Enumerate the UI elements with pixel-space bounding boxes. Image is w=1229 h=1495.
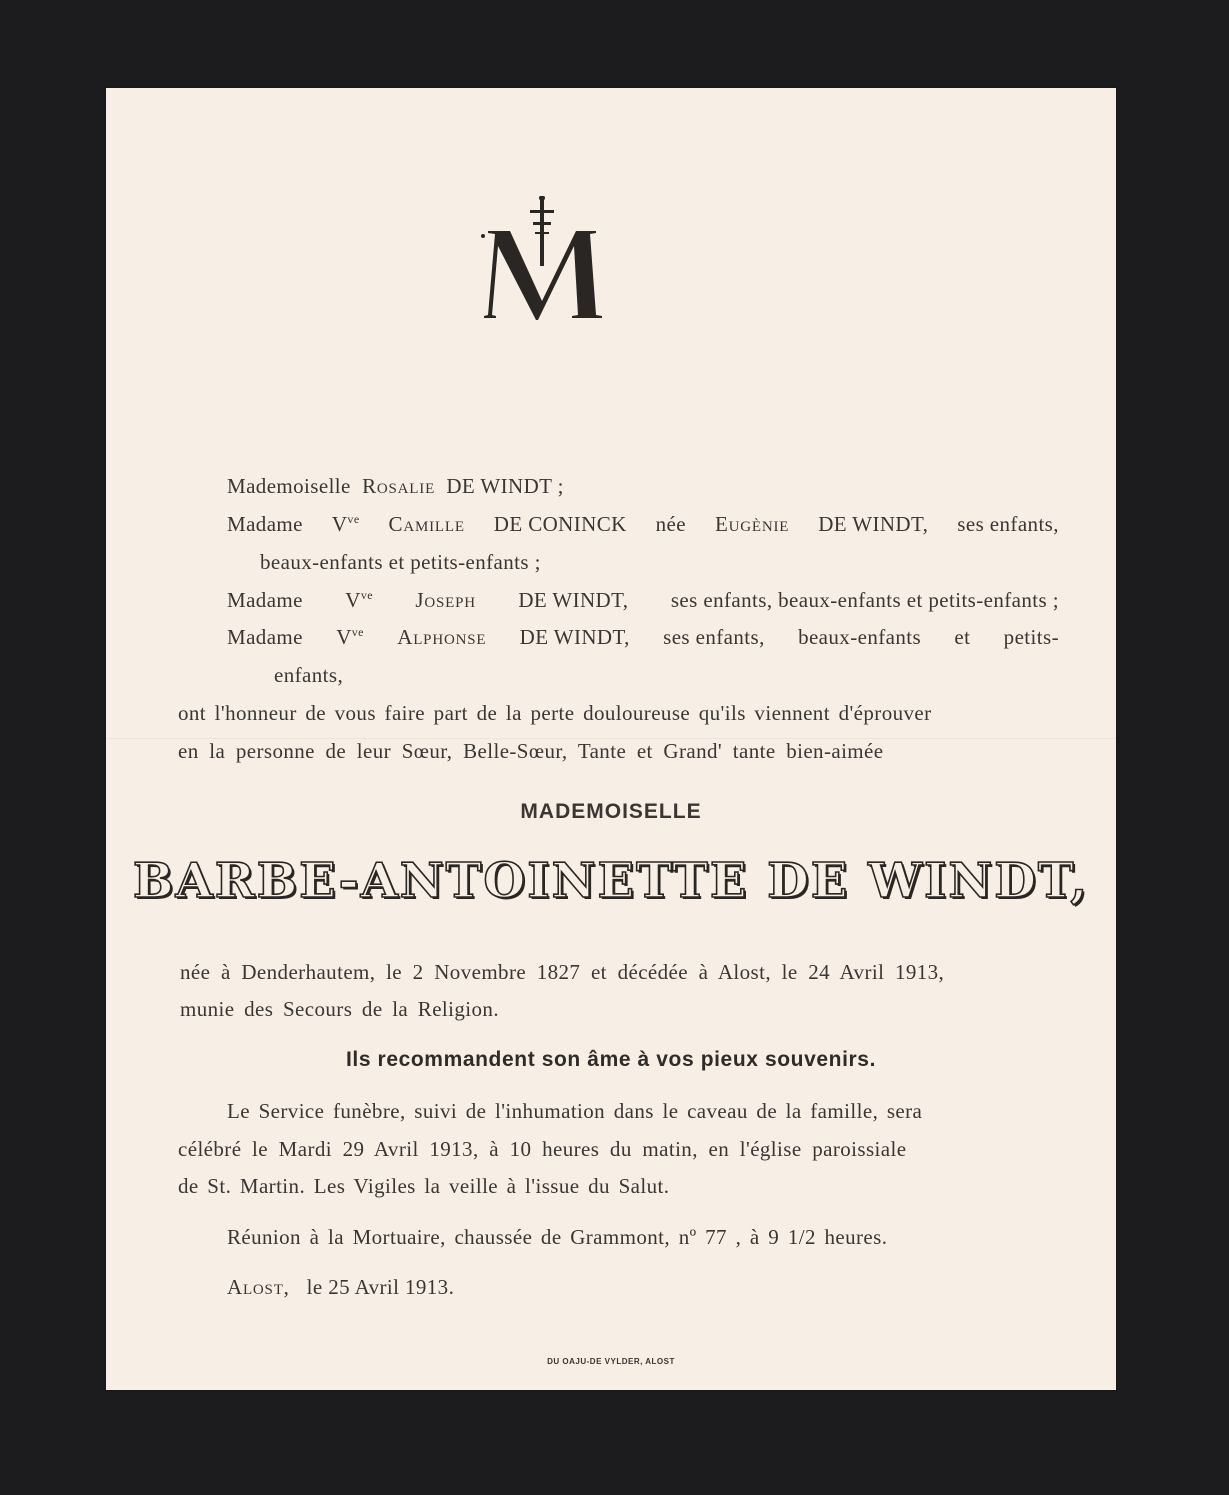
recommendation-line: Ils recommandent son âme à vos pieux souvenirs. bbox=[345, 1048, 877, 1071]
service-line-3: de St. Martin. Les Vigiles la veille à l'issue du Salut. bbox=[178, 1174, 670, 1198]
sacraments-line: munie des Secours de la Religion. bbox=[180, 997, 499, 1021]
family-line-continuation-2: enfants, bbox=[274, 663, 344, 687]
family-line-rosalie: Mademoiselle Rosalie DE WINDT ; bbox=[227, 474, 564, 498]
place-date-line: Alost, le 25 Avril 1913. bbox=[227, 1275, 455, 1299]
printer-imprint: DU OAJU-DE VYLDER, ALOST bbox=[547, 1357, 675, 1366]
marian-monogram-cross-icon bbox=[478, 196, 608, 326]
birth-death-line: née à Denderhautem, le 2 Novembre 1827 et décédée à Alost, le 24 Avril 1913, bbox=[180, 960, 945, 984]
family-line-continuation-1: beaux-enfants et petits-enfants ; bbox=[260, 550, 541, 574]
announcement-line-2: en la personne de leur Sœur, Belle-Sœur, Tante et Grand' tante bien-aimée bbox=[178, 739, 884, 763]
title-mademoiselle: MADEMOISELLE bbox=[520, 800, 702, 823]
funeral-notice-card bbox=[106, 88, 1116, 1390]
deceased-name: BARBE-ANTOINETTE DE WINDT, bbox=[132, 853, 1090, 909]
service-line-1: Le Service funèbre, suivi de l'inhumation dans le caveau de la famille, sera bbox=[227, 1099, 923, 1123]
family-line-camille: Madame $V^{ve}$ Camille DE CONINCK née Eugènie DE WINDT, ses enfants, bbox=[227, 512, 1059, 536]
reunion-line: Réunion à la Mortuaire, chaussée de Grammont, nº 77 , à 9 1/2 heures. bbox=[227, 1225, 888, 1249]
announcement-line-1: ont l'honneur de vous faire part de la perte douloureuse qu'ils viennent d'éprouver bbox=[178, 701, 932, 725]
family-line-alphonse: Madame $V^{ve}$ Alphonse DE WINDT, ses enfants, beaux-enfants et petits- bbox=[227, 625, 1059, 649]
service-line-2: célébré le Mardi 29 Avril 1913, à 10 heures du matin, en l'église paroissiale bbox=[178, 1137, 907, 1161]
family-line-joseph: Madame $V^{ve}$ Joseph DE WINDT, ses enfants, beaux-enfants et petits-enfants ; bbox=[227, 588, 1059, 612]
